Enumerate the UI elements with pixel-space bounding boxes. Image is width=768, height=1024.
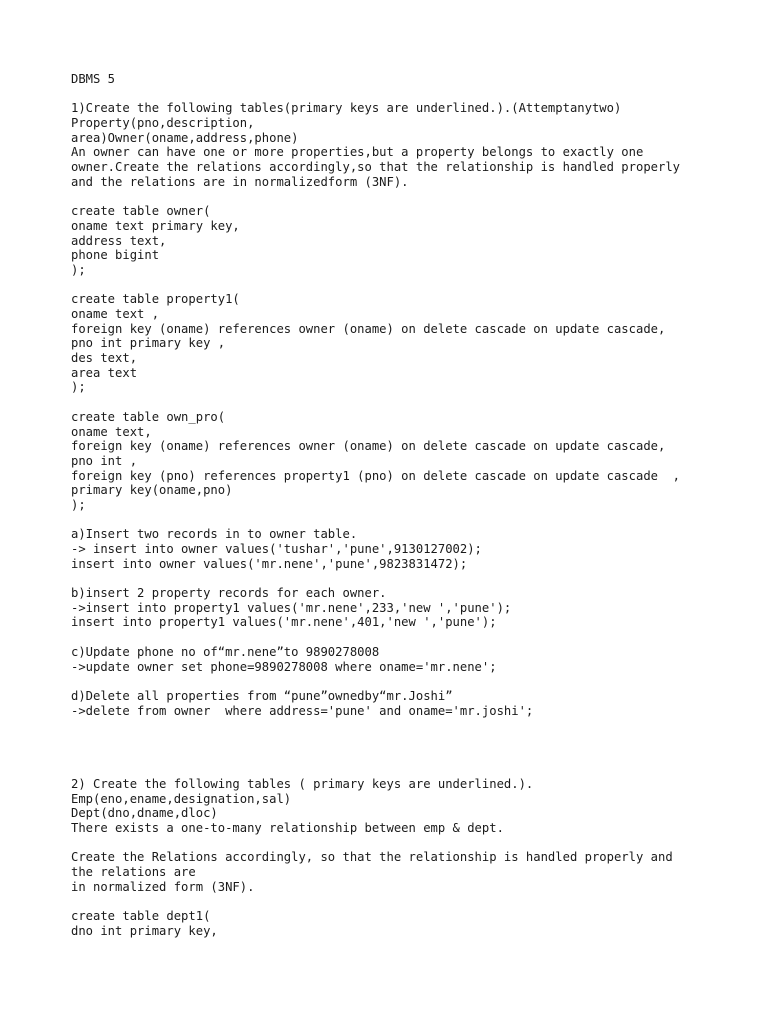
text-line: d)Delete all properties from “pune”ownedby“mr.Joshi” [71,688,453,703]
text-line: ); [71,380,86,395]
blank-line [71,278,760,293]
text-line: ); [71,497,86,512]
text-line: oname text , [71,307,160,321]
text-line: the relations are [71,865,196,880]
document-body [71,72,760,939]
text-line: owner.Create the relations accordingly,so that the relationship is handled properly [71,160,681,175]
blank-line [71,571,760,586]
text-line: DBMS 5 [71,72,116,86]
text-line: oname text, [71,424,152,439]
text-line: ->delete from owner where address='pune' and oname='mr.joshi'; [71,703,534,718]
text-line: create table property1( [71,292,240,307]
text-line: Emp(eno,ename,designation,sal) [71,791,292,806]
text-line: foreign key (oname) references owner (oname) on delete cascade on update cascade, [71,321,666,336]
blank-line [71,895,760,910]
text-line: ->update owner set phone=9890278008 where oname='mr.nene'; [71,659,497,674]
text-line: -> insert into owner values('tushar','pune',9130127002); [71,542,482,556]
text-line: Create the Relations accordingly, so that the relationship is handled properly and [71,850,673,865]
blank-line [71,630,760,645]
text-line: in normalized form (3NF). [71,879,255,894]
text-line: area)Owner(oname,address,phone) [71,130,299,145]
text-line: and the relations are in normalizedform (3NF). [71,174,409,189]
blank-line [71,190,760,205]
text-line: b)insert 2 property records for each owner. [71,586,387,601]
blank-line [71,87,760,102]
text-line: des text, [71,351,138,366]
text-line: area text [71,365,138,380]
text-line: There exists a one-to-many relationship between emp & dept. [71,821,504,836]
text-line: create table owner( [71,204,211,219]
blank-line [71,395,760,410]
text-line: ); [71,262,86,277]
blank-line [71,762,760,777]
blank-line [71,733,760,748]
blank-line [71,718,760,733]
text-line: create table dept1( [71,909,211,924]
text-line: create table own_pro( [71,409,226,424]
blank-line [71,748,760,763]
text-line: foreign key (oname) references owner (oname) on delete cascade on update cascade, [71,439,666,454]
text-line: pno int primary key , [71,336,226,351]
text-line: 1)Create the following tables(primary keys are underlined.).(Attemptanytwo) [71,101,622,116]
text-line: primary key(oname,pno) [71,483,233,498]
text-line: foreign key (pno) references property1 (pno) on delete cascade on update cascade , [71,468,681,483]
blank-line [71,836,760,851]
text-line: An owner can have one or more properties,but a property belongs to exactly one [71,145,644,160]
text-line: address text, [71,233,167,248]
text-line: Dept(dno,dname,dloc) [71,806,218,821]
text-line: ->insert into property1 values('mr.nene',233,'new ','pune'); [71,600,512,615]
text-line: dno int primary key, [71,923,218,938]
text-line: phone bigint [71,248,160,263]
text-line: pno int , [71,453,138,468]
text-line: oname text primary key, [71,218,240,233]
blank-line [71,674,760,689]
text-line: c)Update phone no of“mr.nene”to 9890278008 [71,644,380,659]
blank-line [71,513,760,528]
text-line: Property(pno,description, [71,116,255,131]
text-line: insert into property1 values('mr.nene',401,'new ','pune'); [71,615,497,630]
text-line: insert into owner values('mr.nene','pune',9823831472); [71,556,468,571]
text-line: 2) Create the following tables ( primary keys are underlined.). [71,777,534,791]
text-line: a)Insert two records in to owner table. [71,527,358,542]
